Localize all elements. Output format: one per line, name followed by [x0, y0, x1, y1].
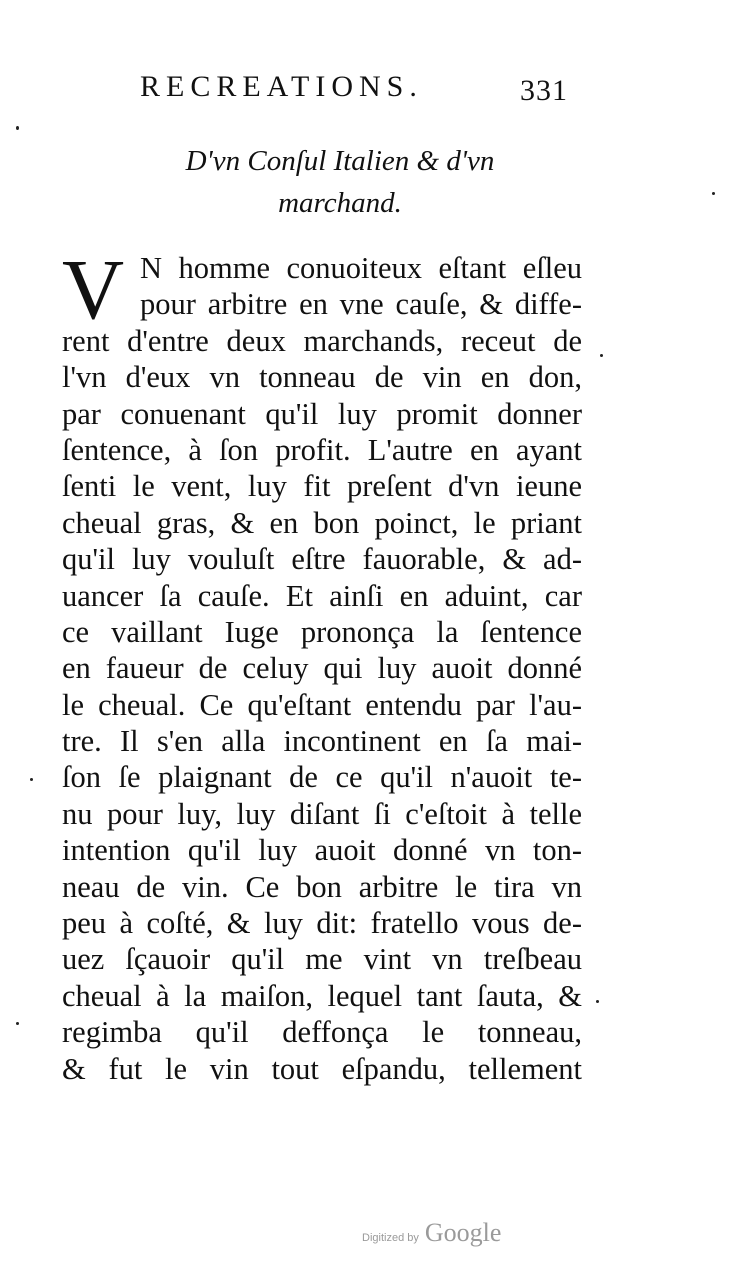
text-line: rent d'entre deux marchands, receut de	[62, 323, 582, 358]
scan-speck	[16, 1022, 19, 1025]
text-line: ſon ſe plaignant de ce qu'il n'auoit te-	[62, 760, 582, 795]
scan-speck	[30, 778, 33, 781]
text-line: pour arbitre en vne cauſe, & diffe-	[140, 287, 582, 322]
text-line: regimba qu'il deffonça le tonneau,	[62, 1015, 582, 1050]
running-head: RECREATIONS.	[140, 70, 423, 103]
scan-speck	[712, 192, 715, 195]
scan-speck	[600, 354, 603, 357]
text-line: cheual à la maiſon, lequel tant ſauta, &	[62, 978, 582, 1013]
scan-speck	[16, 126, 19, 130]
text-line: & fut le vin tout eſpandu, tellement	[62, 1051, 582, 1086]
text-line: uancer ſa cauſe. Et ainſi en aduint, car	[62, 578, 582, 613]
text-line: par conuenant qu'il luy promit donner	[62, 396, 582, 431]
text-line: uez ſçauoir qu'il me vint vn treſbeau	[62, 942, 582, 977]
text-line: l'vn d'eux vn tonneau de vin en don,	[62, 360, 582, 395]
text-line: neau de vin. Ce bon arbitre le tira vn	[62, 869, 582, 904]
text-line: cheual gras, & en bon poinct, le priant	[62, 505, 582, 540]
body-text	[62, 241, 582, 1087]
chapter-heading	[100, 140, 580, 224]
drop-cap: V	[62, 241, 125, 337]
text-line: ſentence, à ſon profit. L'autre en ayant	[62, 432, 582, 467]
text-line: N homme conuoiteux eſtant eſleu	[140, 251, 582, 285]
watermark-logo-text: Google	[424, 1218, 502, 1247]
text-line: ſenti le vent, luy fit preſent d'vn ieune	[62, 469, 582, 504]
text-line: tre. Il s'en alla incontinent en ſa mai-	[62, 724, 582, 759]
text-line: le cheual. Ce qu'eſtant entendu par l'au-	[62, 687, 582, 722]
text-line: peu à coſté, & luy dit: fratello vous de-	[62, 906, 582, 941]
heading-line: D'vn Conſul Italien & d'vn	[185, 145, 495, 177]
digitized-watermark	[362, 1218, 501, 1248]
heading-line: marchand.	[278, 187, 402, 219]
scan-speck	[596, 1000, 599, 1003]
watermark-small-text: Digitized by	[362, 1232, 419, 1244]
text-line: ce vaillant Iuge prononça la ſentence	[62, 614, 582, 649]
text-line: qu'il luy vouluſt eſtre fauorable, & ad-	[62, 542, 582, 577]
text-line: nu pour luy, luy diſant ſi c'eſtoit à telle	[62, 796, 582, 831]
text-line: intention qu'il luy auoit donné vn ton-	[62, 833, 582, 868]
text-line: en faueur de celuy qui luy auoit donné	[62, 651, 582, 686]
page-number: 331	[520, 74, 568, 107]
